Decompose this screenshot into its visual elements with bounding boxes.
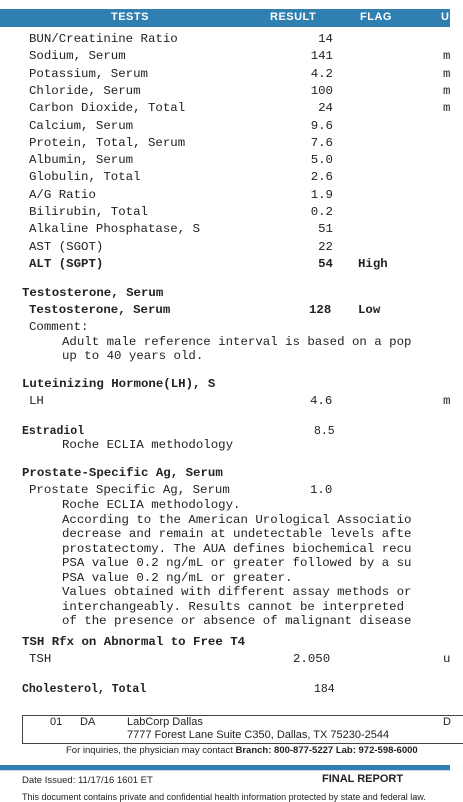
header-result: RESULT [270,11,317,23]
test-result: 22 [318,239,333,254]
test-unit: m [443,49,451,64]
test-result: 1.9 [310,187,333,202]
psa-note-line: Roche ECLIA methodology. [62,498,241,512]
test-result: 141 [310,49,333,64]
test-name: Bilirubin, Total [29,205,148,219]
section-psa: Prostate-Specific Ag, Serum [22,466,223,480]
lh-unit: m [443,394,451,408]
psa-note-line: decrease and remain at undetectable levels afte [62,527,412,541]
final-report: FINAL REPORT [322,773,404,785]
test-result: 2.6 [310,170,333,185]
cholesterol-result: 184 [314,683,335,696]
lab-name: LabCorp Dallas [127,716,203,728]
section-testosterone: Testosterone, Serum [22,286,164,300]
psa-result: 1.0 [310,483,333,497]
psa-name: Prostate Specific Ag, Serum [29,483,230,497]
test-name: Calcium, Serum [29,118,134,133]
test-name: BUN/Creatinine Ratio [29,32,178,46]
header-tests: TESTS [111,11,149,23]
test-result: 54 [318,256,333,271]
header-flag: FLAG [360,11,392,23]
test-name: Chloride, Serum [29,83,141,98]
psa-note-line: Values obtained with different assay methods or [62,585,412,599]
test-result: 4.2 [310,66,333,81]
test-name: Sodium, Serum [29,49,126,64]
lab-site: DA [80,716,96,728]
test-name: Carbon Dioxide, Total [29,101,186,116]
psa-note-line: prostatectomy. The AUA defines biochemical recu [62,541,412,556]
section-tsh: TSH Rfx on Abnormal to Free T4 [22,635,246,649]
psa-note-line: According to the American Urological Associatio [62,512,412,527]
test-flag: High [358,256,388,271]
estradiol-note: Roche ECLIA methodology [62,438,234,452]
lab-code: 01 [50,716,63,728]
psa-note-line: PSA value 0.2 ng/mL or greater followed by a su [62,556,412,570]
section-estradiol: Estradiol [22,425,85,438]
test-unit: m [443,66,451,81]
test-name: A/G Ratio [29,187,96,202]
lab-right-partial: D [443,716,451,728]
comment-line: Adult male reference interval is based on a pop [62,335,412,349]
tsh-unit: u [443,652,451,666]
test-name: Protein, Total, Serum [29,135,186,150]
test-result: 9.6 [310,118,333,133]
test-result: 24 [318,101,333,116]
tsh-result: 2.050 [293,652,331,666]
psa-note-line: interchangeably. Results cannot be interpreted [62,599,405,614]
comment-line: up to 40 years old. [62,349,204,363]
section-cholesterol: Cholesterol, Total [22,683,147,696]
test-result: 100 [310,83,333,98]
test-name: AST (SGOT) [29,239,104,254]
psa-note-line: of the presence or absence of malignant disease [62,614,412,628]
test-result: 0.2 [310,205,333,219]
psa-note-line: PSA value 0.2 ng/mL or greater. [62,570,293,585]
test-name: Alkaline Phosphatase, S [29,222,201,237]
estradiol-result: 8.5 [314,425,335,438]
lh-name: LH [29,394,44,408]
date-issued: Date Issued: 11/17/16 1601 ET [22,775,153,786]
test-name: Potassium, Serum [29,66,148,81]
header-units: U [441,11,450,23]
test-unit: m [443,83,451,98]
test-name: Globulin, Total [29,170,141,185]
inquiry-phone: Branch: 800-877-5227 Lab: 972-598-6000 [235,745,418,756]
test-unit: m [443,101,451,116]
section-lh: Luteinizing Hormone(LH), S [22,377,216,391]
test-result: 14 [318,32,333,46]
test-name: Albumin, Serum [29,153,134,168]
test-result: 5.0 [310,153,333,168]
testosterone-result: 128 [309,303,332,317]
tsh-name: TSH [29,652,52,666]
lab-address: 7777 Forest Lane Suite C350, Dallas, TX 75230-2544 [127,729,390,741]
test-result: 51 [318,222,333,237]
comment-label: Comment: [29,320,89,334]
test-result: 7.6 [310,135,333,150]
lh-result: 4.6 [310,394,333,408]
test-name: ALT (SGPT) [29,256,104,271]
privacy-notice: This document contains private and confidential health information protected by state and federal law. [22,792,426,802]
testosterone-flag: Low [358,303,381,317]
inquiry-prefix: For inquiries, the physician may contact [66,745,236,756]
footer-rule-thin [0,770,450,771]
inquiry-line [66,745,418,756]
testosterone-name: Testosterone, Serum [29,303,171,317]
